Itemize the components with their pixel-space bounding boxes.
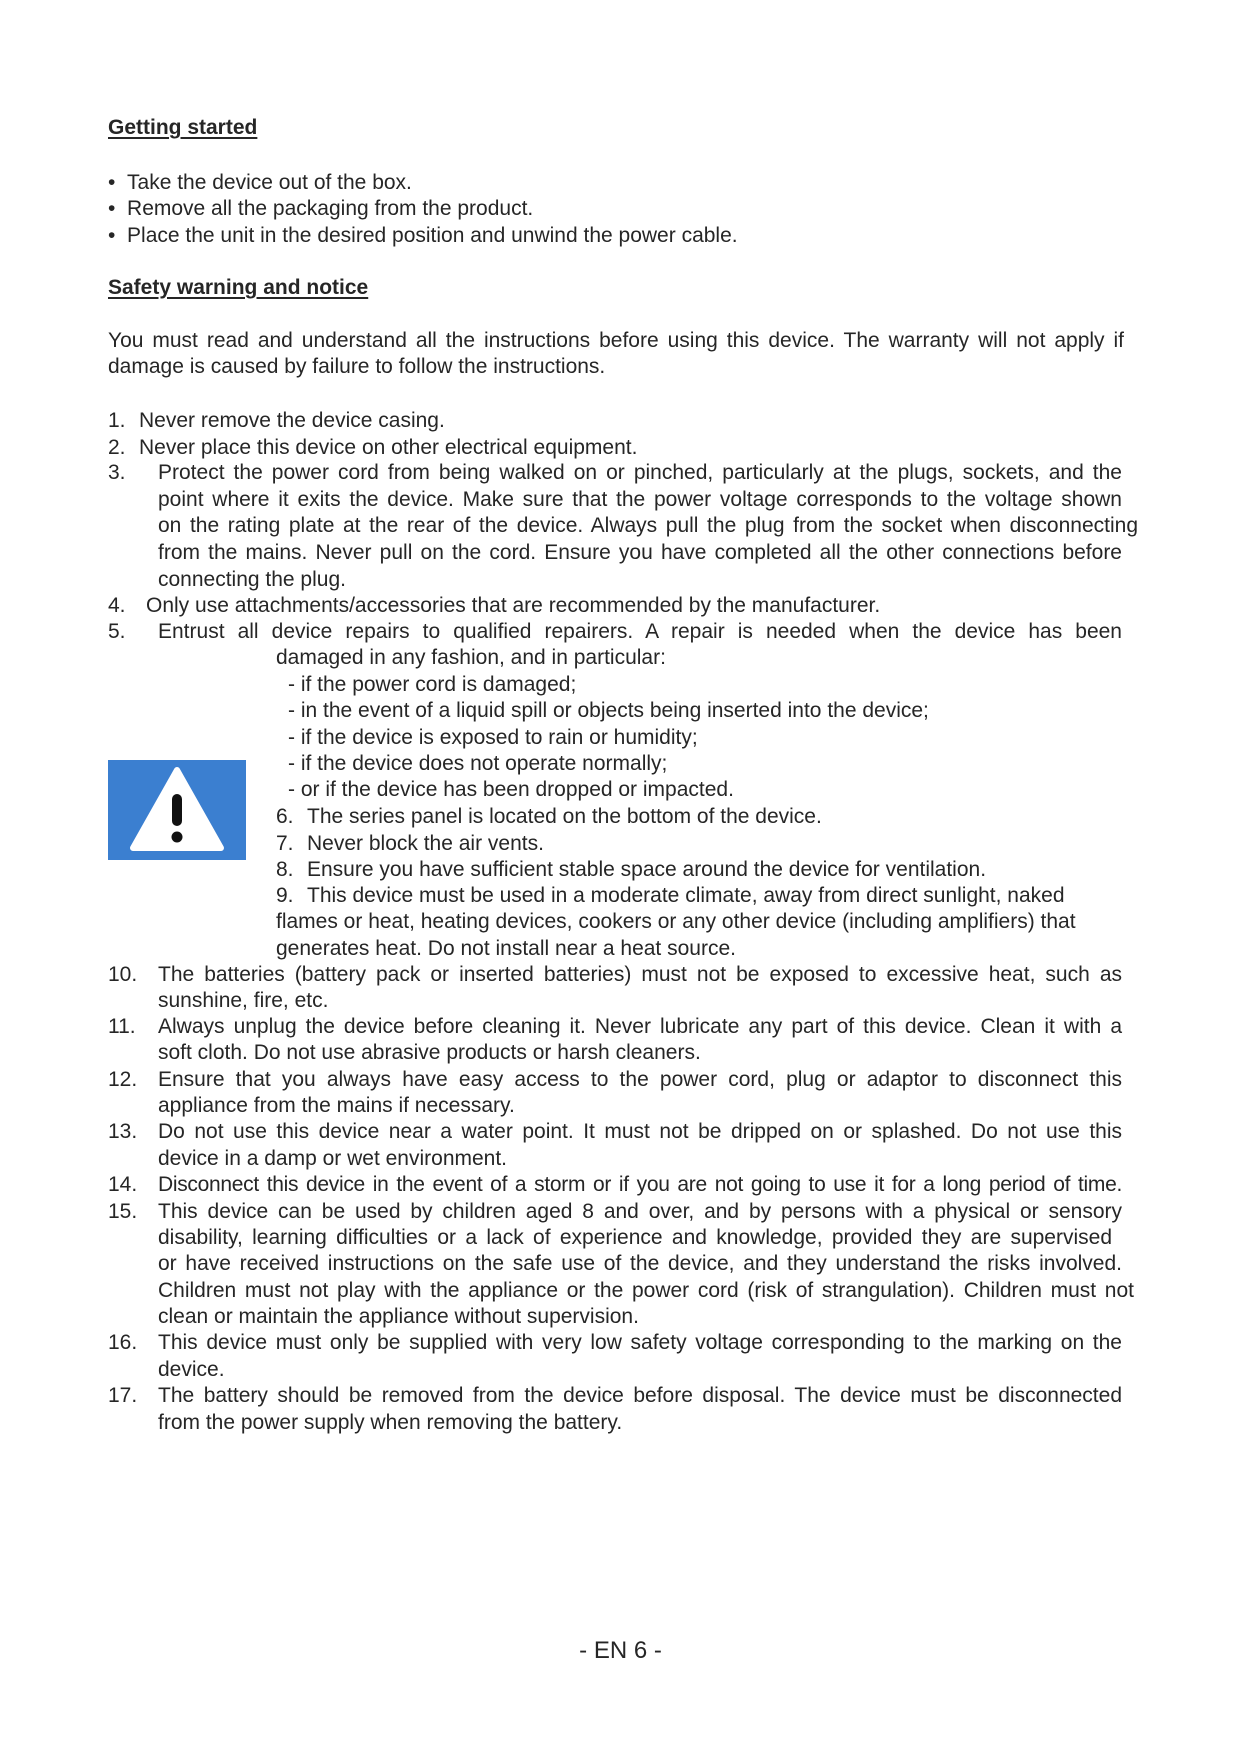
item-number: 15. xyxy=(108,1200,138,1223)
item-text: Ensure that you always have easy access to the power cord, plug or adaptor to disconnect this xyxy=(158,1068,1122,1091)
item-text: appliance from the mains if necessary. xyxy=(158,1094,515,1117)
item-text: Do not use this device near a water point. It must not be dripped on or splashed. Do not use this xyxy=(158,1120,1122,1143)
item-text: This device can be used by children aged 8 and over, and by persons with a physical or sensory xyxy=(158,1200,1122,1223)
item-text: Only use attachments/accessories that are recommended by the manufacturer. xyxy=(146,594,881,617)
getting-started-heading: Getting started xyxy=(108,116,258,139)
sub-item: - or if the device has been dropped or impacted. xyxy=(288,778,734,801)
item-number: 8. xyxy=(276,858,294,881)
item-number: 3. xyxy=(108,461,126,484)
item-text: device. xyxy=(158,1358,225,1381)
item-text: The batteries (battery pack or inserted batteries) must not be exposed to excessive heat, such as xyxy=(158,963,1122,986)
item-text: Entrust all device repairs to qualified repairers. A repair is needed when the device has been xyxy=(158,620,1122,643)
intro-line: damage is caused by failure to follow the instructions. xyxy=(108,355,606,378)
item-text: This device must only be supplied with very low safety voltage corresponding to the marking on the xyxy=(158,1331,1122,1354)
warning-triangle-svg xyxy=(108,760,246,860)
item-number: 12. xyxy=(108,1068,138,1091)
item-text: flames or heat, heating devices, cookers or any other device (including amplifiers) that xyxy=(276,910,1076,933)
bullet-item: • Remove all the packaging from the product. xyxy=(108,197,534,220)
item-text: soft cloth. Do not use abrasive products or harsh cleaners. xyxy=(158,1041,701,1064)
item-number: 7. xyxy=(276,832,294,855)
sub-item: - if the device does not operate normally; xyxy=(288,752,668,775)
item-number: 13. xyxy=(108,1120,138,1143)
item-text: disability, learning difficulties or a lack of experience and knowledge, provided they are supervised xyxy=(158,1226,1112,1249)
item-number: 16. xyxy=(108,1331,138,1354)
item-text: Protect the power cord from being walked on or pinched, particularly at the plugs, sockets, and the xyxy=(158,461,1122,484)
item-number: 4. xyxy=(108,594,126,617)
item-text: Never remove the device casing. xyxy=(139,409,445,432)
intro-line: You must read and understand all the instructions before using this device. The warranty will not apply if xyxy=(108,329,1124,352)
item-text: Children must not play with the appliance or the power cord (risk of strangulation). Children must not xyxy=(158,1279,1134,1302)
item-text: clean or maintain the appliance without supervision. xyxy=(158,1305,639,1328)
item-text: Ensure you have sufficient stable space around the device for ventilation. xyxy=(307,858,987,881)
item-text: The series panel is located on the bottom of the device. xyxy=(307,805,822,828)
item-number: 14. xyxy=(108,1173,138,1196)
item-number: 2. xyxy=(108,436,126,459)
item-number: 6. xyxy=(276,805,294,828)
item-text: Disconnect this device in the event of a storm or if you are not going to use it for a long period of time. xyxy=(158,1173,1122,1196)
item-text: The battery should be removed from the device before disposal. The device must be disconnected xyxy=(158,1384,1122,1407)
sub-item: - if the power cord is damaged; xyxy=(288,673,577,696)
item-text: generates heat. Do not install near a heat source. xyxy=(276,937,736,960)
item-number: 11. xyxy=(108,1015,136,1038)
item-text: damaged in any fashion, and in particular: xyxy=(276,646,666,669)
bullet-item: • Place the unit in the desired position and unwind the power cable. xyxy=(108,224,738,247)
item-number: 10. xyxy=(108,963,138,986)
item-number: 9. xyxy=(276,884,294,907)
bullet-item: • Take the device out of the box. xyxy=(108,171,412,194)
item-text: Always unplug the device before cleaning it. Never lubricate any part of this device. Clean it with a xyxy=(158,1015,1122,1038)
item-text: on the rating plate at the rear of the device. Always pull the plug from the socket when disconnecting xyxy=(158,514,1138,537)
item-text: Never block the air vents. xyxy=(307,832,544,855)
item-text: from the mains. Never pull on the cord. Ensure you have completed all the other connections before xyxy=(158,541,1122,564)
item-number: 5. xyxy=(108,620,126,643)
sub-item: - in the event of a liquid spill or objects being inserted into the device; xyxy=(288,699,929,722)
item-number: 1. xyxy=(108,409,126,432)
sub-item: - if the device is exposed to rain or humidity; xyxy=(288,726,698,749)
page-number: - EN 6 - xyxy=(579,1637,662,1664)
item-text: This device must be used in a moderate climate, away from direct sunlight, naked xyxy=(307,884,1065,907)
item-text: or have received instructions on the safe use of the device, and they understand the risks involved. xyxy=(158,1252,1122,1275)
item-text: Never place this device on other electrical equipment. xyxy=(139,436,638,459)
item-text: sunshine, fire, etc. xyxy=(158,989,329,1012)
item-text: from the power supply when removing the battery. xyxy=(158,1411,623,1434)
item-number: 17. xyxy=(108,1384,138,1407)
safety-warning-heading: Safety warning and notice xyxy=(108,276,369,299)
item-text: connecting the plug. xyxy=(158,568,346,591)
item-text: point where it exits the device. Make sure that the power voltage corresponds to the voltage shown xyxy=(158,488,1122,511)
warning-triangle-icon xyxy=(108,760,246,860)
item-text: device in a damp or wet environment. xyxy=(158,1147,508,1170)
